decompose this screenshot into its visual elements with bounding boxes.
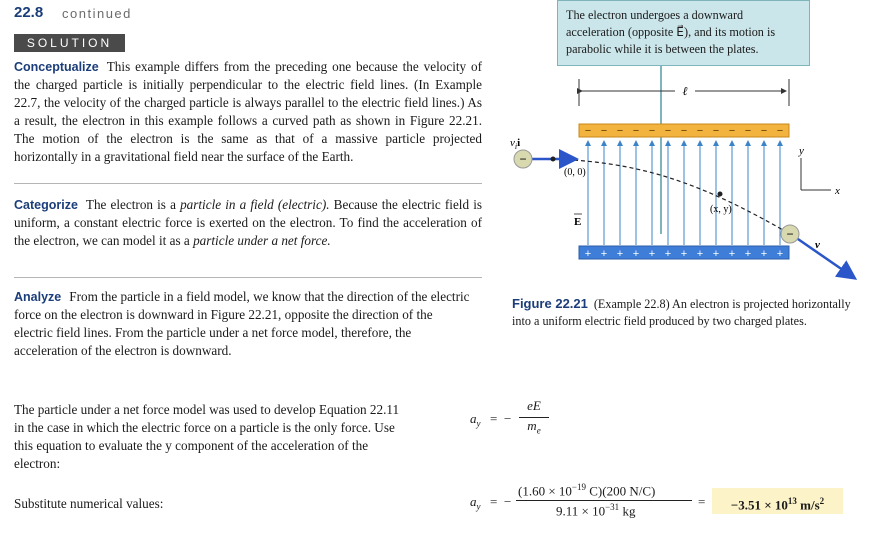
figure-caption-text: (Example 22.8) An electron is projected horizontally into a uniform electric field produced by two charged plates. (512, 297, 851, 328)
top-plate-sign: − (776, 125, 784, 137)
final-velocity-arrow (795, 237, 853, 277)
electron-trajectory (553, 159, 790, 234)
substitute-paragraph: Substitute numerical values: (14, 496, 164, 511)
divider (14, 183, 482, 184)
top-plate-sign: − (632, 125, 640, 137)
categorize-text-b: Because the electric field is uniform, a constant electric force is exerted on the electron. To find the acceleration of the electron, we can model it as a (14, 197, 482, 248)
bottom-plate-sign: + (744, 248, 752, 260)
figure-caption-label: Figure 22.21 (512, 296, 588, 311)
origin-label: (0, 0) (564, 167, 586, 178)
eq2-equals-result: = (698, 494, 706, 509)
section-number: 22.8 (14, 4, 44, 21)
figure-caption (512, 295, 852, 330)
top-plate-sign: − (680, 125, 688, 137)
figure-callout: The electron undergoes a downward acceleration (opposite E⃗), and its motion is parabolic while it is between the plates. (557, 0, 810, 66)
top-plate-sign: − (600, 125, 608, 137)
length-label: ℓ (682, 84, 688, 98)
electron-field-figure (490, 62, 870, 287)
position-label: (x, y) (710, 204, 732, 215)
origin-point (551, 157, 556, 162)
field-label: E (574, 216, 582, 228)
conceptualize-text: This example differs from the preceding one because the velocity of the charged particle is initially perpendicular to the electric field lines. (In Example 22.7, the velocity of the charged particle is always parallel to the electric field lines.) As a result, the electron in this example follows a curved path as shown in Figure 22.21. The motion of the electron is the same as that of a massive particle projected horizontally in a gravitational field near the surface of the Earth. (14, 59, 482, 164)
bottom-plate-sign: + (664, 248, 672, 260)
analyze-paragraph (14, 288, 474, 360)
bottom-plate-sign: + (760, 248, 768, 260)
eq2-equals: = (490, 494, 498, 509)
top-plate-sign: − (584, 125, 592, 137)
bottom-plate-sign: + (632, 248, 640, 260)
eq1-equals: = (490, 411, 498, 426)
bottom-plate-sign: + (600, 248, 608, 260)
categorize-model-b: particle under a net force. (193, 233, 331, 248)
analyze-text: From the particle in a field model, we know that the direction of the electric force on the electron is downward in Figure 22.21, opposite the direction of the electric field lines. From the particle under a net force model, therefore, the acceleration of the electron is downward. (14, 289, 470, 358)
top-plate-sign: − (648, 125, 656, 137)
top-plate-sign: − (696, 125, 704, 137)
initial-velocity-label: $v_ii$ (510, 137, 521, 151)
eq1-numerator: eE (527, 398, 541, 413)
bottom-plate-sign: + (616, 248, 624, 260)
bottom-plate-sign: + (584, 248, 592, 260)
analyze-label: Analyze (14, 290, 62, 304)
bottom-plate-sign: + (776, 248, 784, 260)
eq2-lhs: $a_y$ (470, 494, 481, 512)
equation-acceleration (470, 398, 570, 442)
bottom-plate-sign: + (728, 248, 736, 260)
divider (14, 277, 482, 278)
top-plate-sign: − (744, 125, 752, 137)
eq2-denominator: $9.11 \times 10^{-31}$ kg (556, 502, 636, 519)
electron-charge-final: − (786, 227, 794, 241)
electron-charge-initial: − (519, 152, 527, 166)
position-point (718, 192, 723, 197)
eq1-lhs: $a_y$ (470, 411, 481, 429)
top-plate-sign: − (760, 125, 768, 137)
final-velocity-label: v (815, 239, 820, 251)
conceptualize-label: Conceptualize (14, 60, 99, 74)
top-plate-sign: − (664, 125, 672, 137)
y-axis-label: y (799, 145, 804, 157)
categorize-paragraph (14, 196, 482, 250)
eq2-numerator: ($1.60 \times 10^{-19}$ C)(200 N/C) (518, 482, 656, 499)
equation-intro-paragraph: The particle under a net force model was used to develop Equation 22.11 in the case in which the electric force on a particle is the only force. Use this equation to evaluate the y component of the acceleration of the electron: (14, 402, 400, 471)
top-plate-sign: − (728, 125, 736, 137)
eq1-minus: − (504, 411, 512, 426)
result-highlight: $-3.51 \times 10^{13}$ $m/s^2$ (712, 488, 843, 514)
bottom-plate-sign: + (696, 248, 704, 260)
eq2-fraction-bar (516, 500, 692, 501)
x-axis-label: x (835, 185, 840, 197)
categorize-label: Categorize (14, 198, 78, 212)
eq1-denominator: $m_e$ (527, 418, 541, 436)
categorize-text-a: The electron is a (85, 197, 181, 212)
solution-label: SOLUTION (14, 34, 125, 52)
eq2-minus: − (504, 494, 512, 509)
bottom-plate-sign: + (680, 248, 688, 260)
electric-field-lines (588, 142, 780, 245)
bottom-plate-sign: + (648, 248, 656, 260)
top-plate-sign: − (616, 125, 624, 137)
categorize-model-a: particle in a field (electric). (180, 197, 330, 212)
top-plate-sign: − (712, 125, 720, 137)
conceptualize-paragraph (14, 58, 482, 166)
bottom-plate-sign: + (712, 248, 720, 260)
continued-label: continued (62, 6, 132, 21)
